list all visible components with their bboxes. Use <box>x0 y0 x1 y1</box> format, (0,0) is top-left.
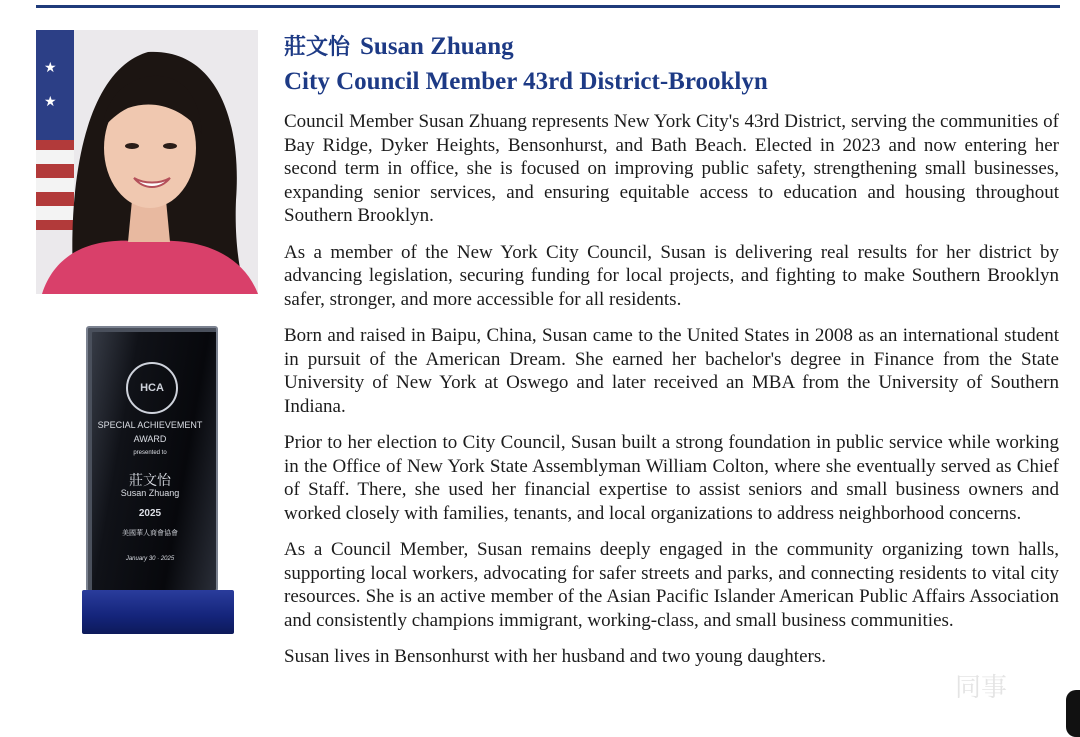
bio-paragraph: As a Council Member, Susan remains deeply engaged in the community organizing town halls, supporting local workers, advocating for safer streets and parks, and connecting residents to vital city resources. She is an active member of the Asian Pacific Islander American Public Affairs Association and consistently champions immigrant, working-class, and small business communities. <box>284 539 1059 631</box>
member-role: City Council Member 43rd District-Brooklyn <box>284 68 768 95</box>
award-recipient-chinese: 莊文怡 <box>129 473 171 489</box>
name-english: Susan Zhuang <box>360 33 514 60</box>
biography <box>284 110 1059 682</box>
bio-paragraph: Council Member Susan Zhuang represents New York City's 43rd District, serving the communities of Bay Ridge, Dyker Heights, Bensonhurst, and Bath Beach. Elected in 2023 and now entering her second term in office, she is focused on improving public safety, strengthening small businesses, expanding senior services, and ensuring equitable access to education and housing throughout Southern Brooklyn. <box>284 111 1059 226</box>
portrait-photo <box>36 30 258 294</box>
award-date: January 30 · 2025 <box>125 556 175 562</box>
svg-text:★: ★ <box>44 94 57 110</box>
hca-logo-icon <box>126 362 178 414</box>
name-chinese: 莊文怡 <box>284 35 351 60</box>
award-year: 2025 <box>138 508 162 519</box>
corner-edge-icon <box>1066 690 1080 737</box>
award-recipient-english: Susan Zhuang <box>120 488 180 498</box>
award-title-line2: AWARD <box>133 434 167 444</box>
watermark: 同事 <box>955 673 1008 703</box>
portrait-illustration <box>36 30 258 294</box>
hca-logo-text: HCA <box>140 382 164 394</box>
header-rule <box>36 5 1060 8</box>
bio-paragraph: Born and raised in Baipu, China, Susan came to the United States in 2008 as an international student in pursuit of the American Dream. She earned her bachelor's degree in Finance from the State University of New York at Oswego and later received an MBA from the University of Southern Indiana. <box>284 325 1059 417</box>
award-title-line1: SPECIAL ACHIEVEMENT <box>97 420 203 430</box>
bio-paragraph: Susan lives in Bensonhurst with her husband and two young daughters. <box>284 646 826 667</box>
trophy-base <box>82 590 234 634</box>
award-organization: 美國華人商會協會 <box>122 529 178 537</box>
award-presented-to: presented to <box>133 450 167 456</box>
award-trophy <box>78 322 238 638</box>
svg-text:★: ★ <box>44 60 57 76</box>
bio-paragraph: As a member of the New York City Council, Susan is delivering real results for her district by advancing legislation, securing funding for local projects, and fighting to make Southern Brooklyn safer, stronger, and more accessible for all residents. <box>284 241 1059 310</box>
member-name <box>284 30 514 61</box>
bio-paragraph: Prior to her election to City Council, Susan built a strong foundation in public service while working in the Office of New York State Assemblyman William Colton, where she eventually served as Chief of Staff. There, she used her financial expertise to assist seniors and small business owners and worked closely with families, tenants, and local organizations to address neighborhood concerns. <box>284 432 1059 524</box>
